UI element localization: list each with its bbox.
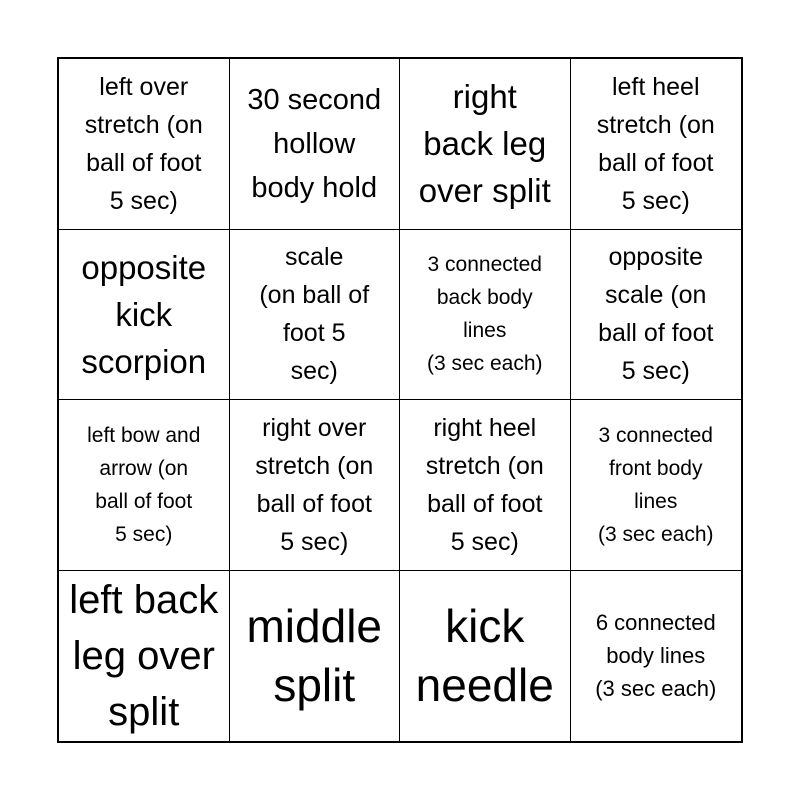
bingo-cell-8[interactable]: [571, 230, 742, 401]
cell-text: opposite scale (on ball of foot 5 sec): [598, 243, 714, 386]
bingo-cell-2[interactable]: [230, 59, 401, 230]
bingo-cell-7[interactable]: [400, 230, 571, 401]
bingo-board: [57, 57, 743, 743]
bingo-cell-9[interactable]: [59, 400, 230, 571]
bingo-cell-3[interactable]: [400, 59, 571, 230]
cell-text: kick needle: [415, 599, 554, 711]
bingo-cell-10[interactable]: [230, 400, 401, 571]
bingo-cell-1[interactable]: [59, 59, 230, 230]
cell-text: 6 connected body lines (3 sec each): [595, 610, 717, 702]
bingo-cell-16[interactable]: [571, 571, 742, 742]
cell-text: opposite kick scorpion: [81, 248, 207, 380]
bingo-cell-4[interactable]: [571, 59, 742, 230]
bingo-cell-12[interactable]: [571, 400, 742, 571]
cell-text: scale (on ball of foot 5 sec): [259, 243, 370, 386]
cell-text: left over stretch (on ball of foot 5 sec): [84, 72, 203, 215]
cell-text: 3 connected back body lines (3 sec each): [426, 253, 543, 376]
cell-text: left back leg over split: [69, 577, 219, 734]
bingo-cell-14[interactable]: [230, 571, 401, 742]
cell-text: middle split: [246, 599, 382, 711]
cell-text: left bow and arrow (on ball of foot 5 sec): [87, 423, 201, 546]
cell-text: 3 connected front body lines (3 sec each): [597, 423, 714, 546]
cell-text: left heel stretch (on ball of foot 5 sec): [596, 72, 715, 215]
bingo-cell-15[interactable]: [400, 571, 571, 742]
bingo-cell-11[interactable]: [400, 400, 571, 571]
bingo-cell-13[interactable]: [59, 571, 230, 742]
cell-text: right back leg over split: [418, 78, 551, 210]
bingo-cell-5[interactable]: [59, 230, 230, 401]
cell-text: right over stretch (on ball of foot 5 sec): [255, 413, 374, 556]
cell-text: right heel stretch (on ball of foot 5 sec): [425, 413, 544, 556]
bingo-cell-6[interactable]: [230, 230, 401, 401]
cell-text: 30 second hollow body hold: [247, 83, 382, 204]
